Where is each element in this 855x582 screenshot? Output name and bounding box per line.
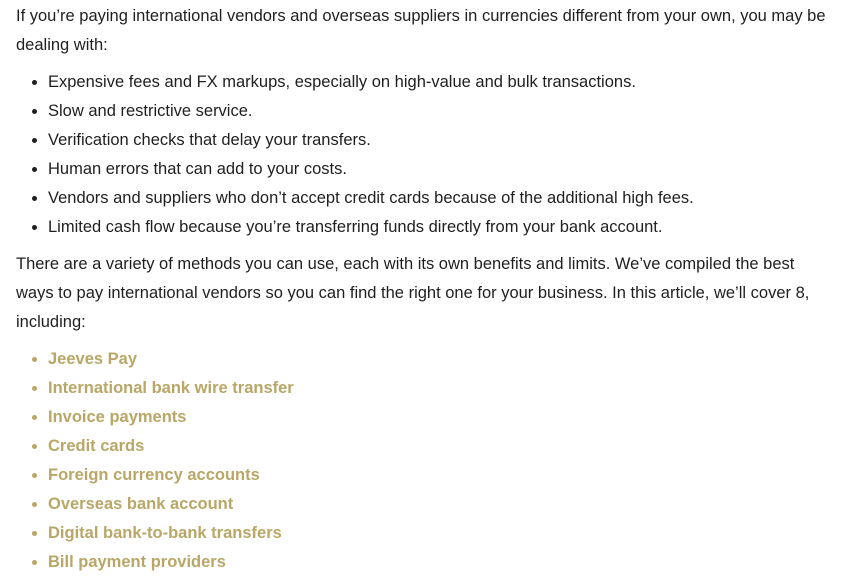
issues-list: [16, 68, 839, 242]
link-international-wire-transfer[interactable]: International bank wire transfer: [48, 379, 294, 397]
method-item: [48, 374, 839, 403]
link-credit-cards[interactable]: Credit cards: [48, 437, 145, 455]
method-item: [48, 432, 839, 461]
issue-item-errors: • Human errors that can add to your costs.: [48, 155, 839, 184]
issue-item-fees: • Expensive fees and FX markups, especially on high-value and bulk transactions.: [48, 68, 839, 97]
method-item: [48, 548, 839, 577]
link-overseas-bank-account[interactable]: Overseas bank account: [48, 495, 234, 513]
link-jeeves-pay[interactable]: Jeeves Pay: [48, 350, 138, 368]
methods-list: [16, 345, 839, 577]
method-item: [48, 519, 839, 548]
issue-item-service: • Slow and restrictive service.: [48, 97, 839, 126]
link-bill-payment-providers[interactable]: Bill payment providers: [48, 553, 226, 571]
method-item: [48, 490, 839, 519]
issue-item-credit-cards: • Vendors and suppliers who don’t accept credit cards because of the additional high fees.: [48, 184, 839, 213]
method-item: [48, 345, 839, 374]
issue-item-verification: • Verification checks that delay your transfers.: [48, 126, 839, 155]
method-item: [48, 461, 839, 490]
summary-paragraph: There are a variety of methods you can use, each with its own benefits and limits. We’ve compiled the best ways to pay international vendors so you can find the right one for your business. In this article, we’ll cover 8, including:: [16, 255, 810, 331]
link-digital-bank-transfers[interactable]: Digital bank-to-bank transfers: [48, 524, 282, 542]
intro-paragraph: If you’re paying international vendors and overseas suppliers in currencies different from your own, you may be dealing with:: [16, 7, 826, 54]
issue-item-cash-flow: • Limited cash flow because you’re transferring funds directly from your bank account.: [48, 213, 839, 242]
method-item: [48, 403, 839, 432]
link-invoice-payments[interactable]: Invoice payments: [48, 408, 187, 426]
link-foreign-currency-accounts[interactable]: Foreign currency accounts: [48, 466, 260, 484]
